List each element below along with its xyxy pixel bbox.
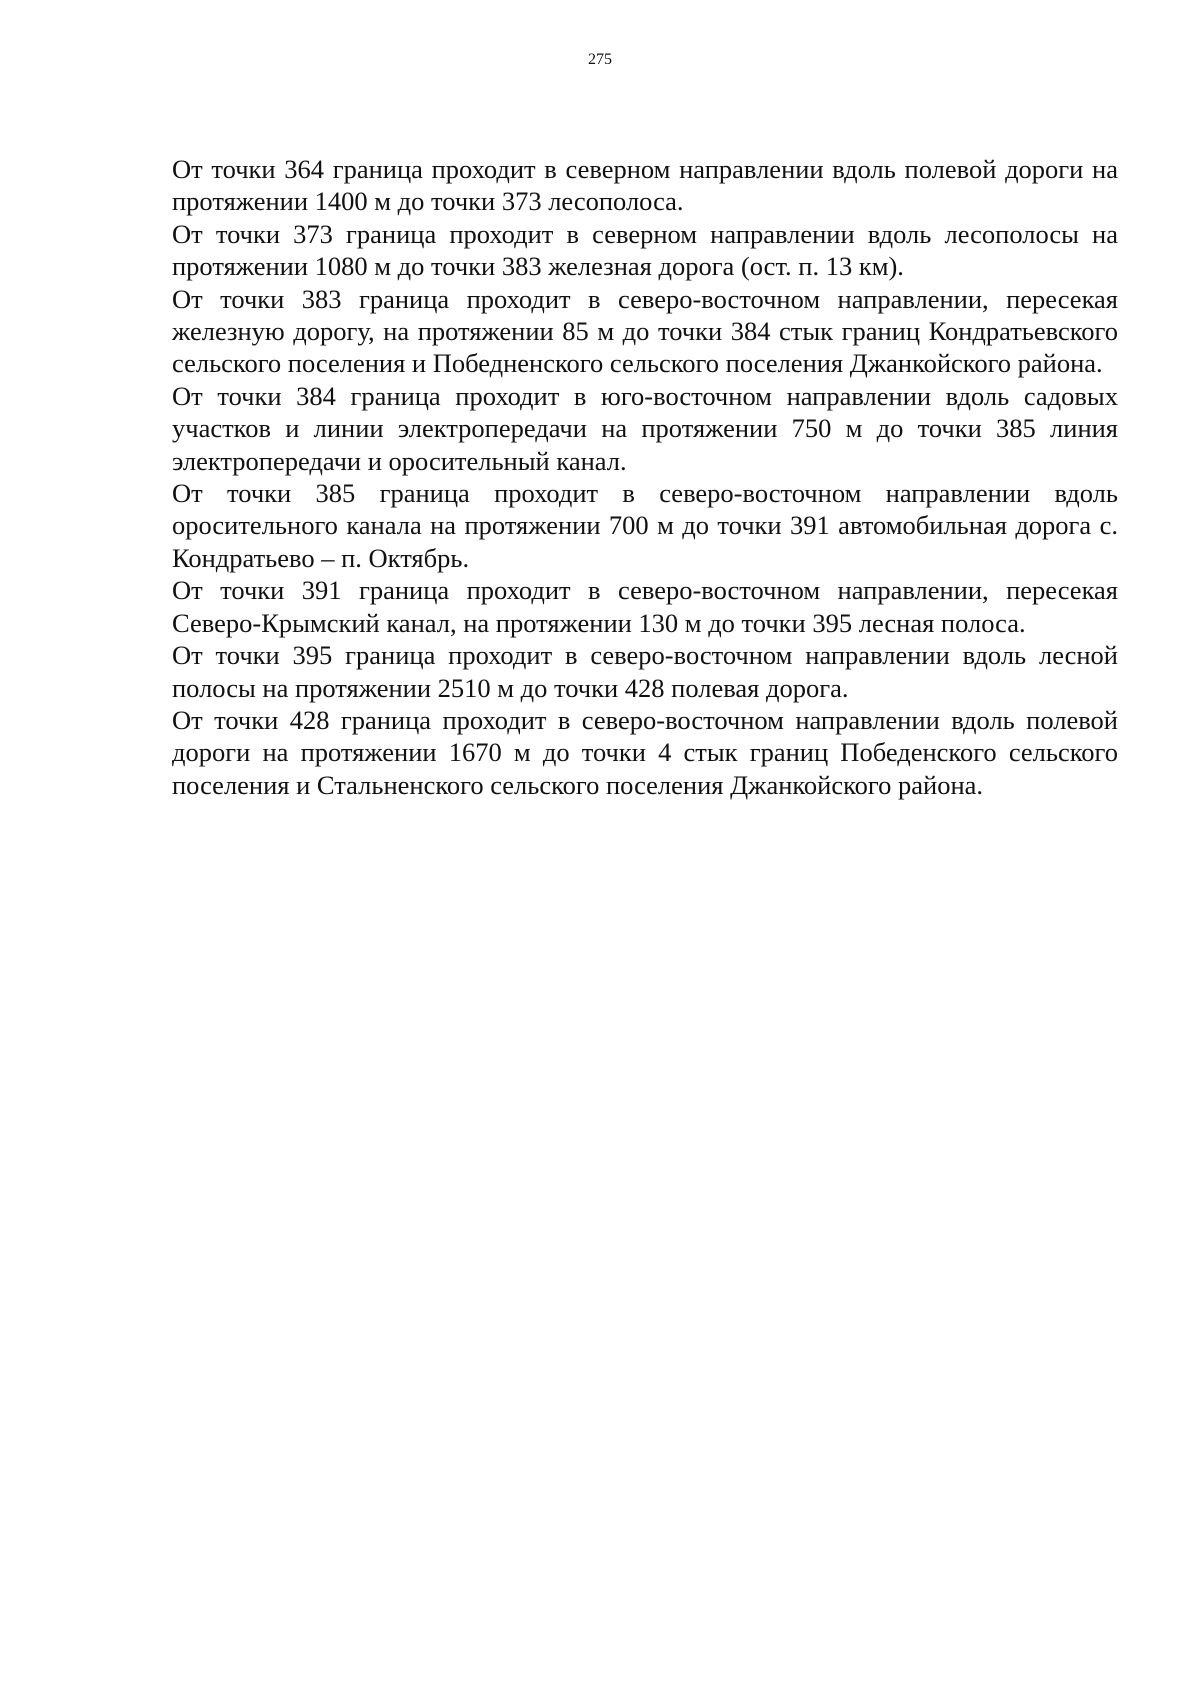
page-number: 275 <box>588 51 612 68</box>
paragraph-5: От точки 385 граница проходит в северо-восточном направлении вдоль оросительного канала на протяжении 700 м до точки 391 автомобильная дорога с. Кондратьево – п. Октябрь. <box>172 478 1118 573</box>
paragraph-4: От точки 384 граница проходит в юго-восточном направлении вдоль садовых участков и линии электропередачи на протяжении 750 м до точки 385 линия электропередачи и оросительный канал. <box>172 380 1118 476</box>
paragraph-1: От точки 364 граница проходит в северном направлении вдоль полевой дороги на протяжении 1400 м до точки 373 лесополоса. <box>172 154 1118 217</box>
paragraph-3: От точки 383 граница проходит в северо-восточном направлении, пересекая железную дорогу, на протяжении 85 м до точки 384 стык границ Кондратьевского сельского поселения и Победненского сельского поселения Джанкойского района. <box>172 283 1118 379</box>
paragraph-7: От точки 395 граница проходит в северо-восточном направлении вдоль лесной полосы на протяжении 2510 м до точки 428 полевая дорога. <box>172 640 1118 703</box>
document-body <box>172 153 1118 801</box>
paragraph-6: От точки 391 граница проходит в северо-восточном направлении, пересекая Северо-Крымский канал, на протяжении 130 м до точки 395 лесная полоса. <box>172 575 1118 638</box>
paragraph-2: От точки 373 граница проходит в северном направлении вдоль лесополосы на протяжении 1080 м до точки 383 железная дорога (ост. п. 13 км). <box>172 218 1118 282</box>
paragraph-8: От точки 428 граница проходит в северо-восточном направлении вдоль полевой дороги на протяжении 1670 м до точки 4 стык границ Победенского сельского поселения и Стальненского сельского поселения Джанкойского района. <box>172 704 1118 800</box>
